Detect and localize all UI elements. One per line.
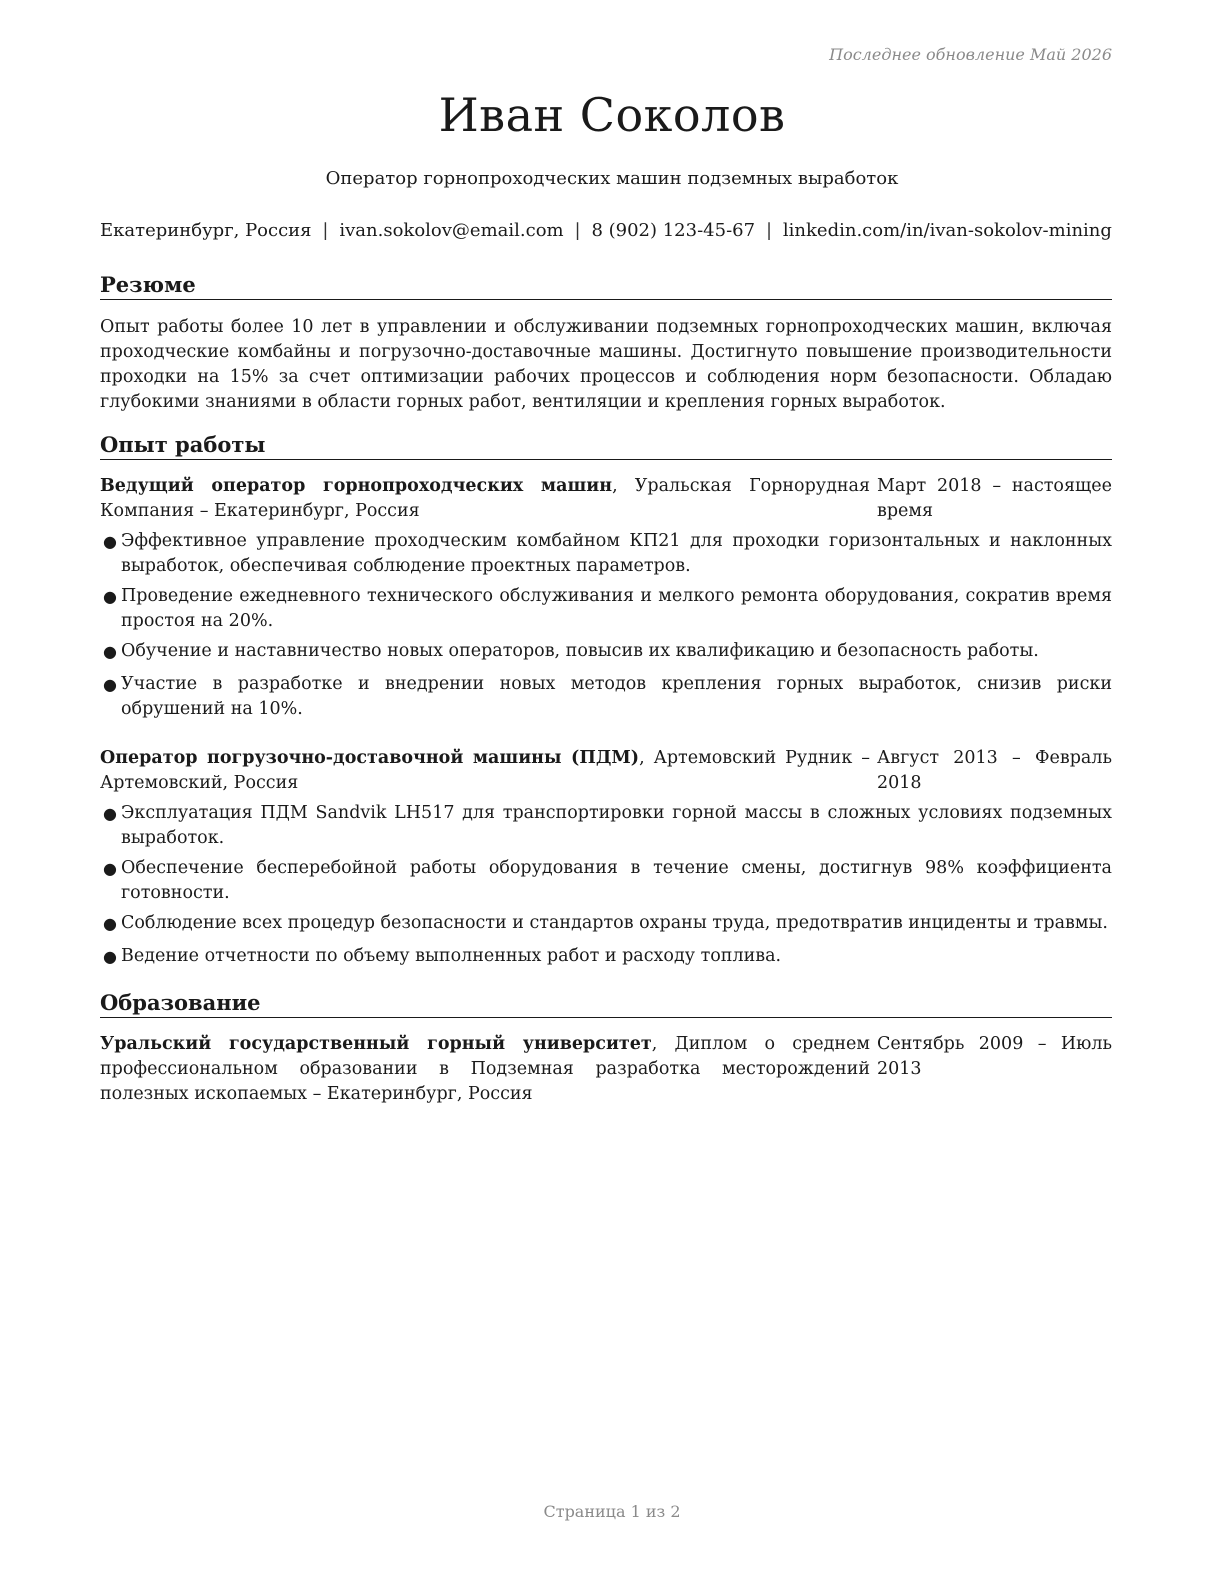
list-item: [100, 801, 1112, 851]
bullet-icon: ●: [103, 914, 117, 933]
bullet-icon: ●: [103, 675, 117, 694]
education-dates: Сентябрь 2009 – Июль 2013: [877, 1034, 1112, 1079]
bullet-icon: ●: [103, 859, 117, 878]
section-heading-education: Образование: [100, 989, 1112, 1018]
linkedin-link[interactable]: linkedin.com/in/ivan-sokolov-mining: [782, 220, 1112, 241]
separator: |: [765, 220, 773, 241]
job-dates: Март 2018 – настоящее время: [877, 476, 1112, 521]
section-heading-summary: Резюме: [100, 271, 1112, 300]
job-header: [100, 474, 1112, 524]
education-info: [100, 1032, 870, 1107]
list-item: [100, 856, 1112, 906]
bullet-icon: ●: [103, 642, 117, 661]
job-company: , Уральская Горнорудная Компания – Екатеринбург, Россия: [100, 476, 871, 521]
phone: 8 (902) 123-45-67: [591, 220, 756, 241]
bullet-text: Ведение отчетности по объему выполненных работ и расходу топлива.: [121, 946, 782, 966]
job-info: [100, 746, 870, 796]
bullet-icon: ●: [103, 587, 117, 606]
job-header: [100, 746, 1112, 796]
section-heading-experience: Опыт работы: [100, 431, 1112, 460]
list-item: [100, 529, 1112, 579]
list-item: [100, 911, 1112, 936]
bullet-icon: ●: [103, 804, 117, 823]
job-bullets: [100, 529, 1112, 727]
separator: |: [574, 220, 581, 241]
job-role: Оператор погрузочно-доставочной машины (ПДМ): [100, 748, 640, 768]
location: Екатеринбург, Россия: [100, 220, 312, 241]
page-number: Страница 1 из 2: [543, 1502, 681, 1521]
job-dates: Август 2013 – Февраль 2018: [877, 748, 1112, 793]
job-title: Оператор горнопроходческих машин подземных выработок: [325, 168, 899, 189]
email-link[interactable]: ivan.sokolov@email.com: [339, 220, 564, 241]
bullet-icon: ●: [103, 947, 117, 966]
list-item: [100, 944, 1112, 969]
bullet-text: Участие в разработке и внедрении новых методов крепления горных выработок, снизив риски обрушений на 10%.: [121, 674, 1112, 719]
separator: |: [322, 220, 329, 241]
bullet-text: Обеспечение бесперебойной работы оборудования в течение смены, достигнув 98% коэффициента готовности.: [121, 858, 1112, 903]
school-name: Уральский государственный горный университет: [100, 1034, 652, 1054]
summary-text: Опыт работы более 10 лет в управлении и обслуживании подземных горнопроходческих машин, включая проходческие комбайны и погрузочно-доставочные машины. Достигнуто повышение производительности проходки на 15% за счет оптимизации рабочих процессов и соблюдения норм безопасности. Обладаю глубокими знаниями в области горных работ, вентиляции и крепления горных выработок.: [100, 317, 1112, 412]
bullet-text: Проведение ежедневного технического обслуживания и мелкого ремонта оборудования, сократив время простоя на 20%.: [121, 586, 1112, 631]
candidate-name: Иван Соколов: [438, 88, 786, 142]
bullet-text: Эффективное управление проходческим комбайном КП21 для проходки горизонтальных и наклонных выработок, обеспечивая соблюдение проектных параметров.: [121, 531, 1112, 576]
job-role: Ведущий оператор горнопроходческих машин: [100, 476, 613, 496]
job-company: , Артемовский Рудник – Артемовский, Россия: [100, 748, 870, 793]
contact-line: [100, 220, 1112, 241]
list-item: [100, 672, 1112, 722]
job-info: [100, 474, 870, 524]
list-item: [100, 584, 1112, 634]
last-updated: Последнее обновление Май 2026: [829, 45, 1112, 64]
bullet-icon: ●: [103, 532, 117, 551]
degree: , Диплом о среднем профессиональном образовании в Подземная разработка месторождений полезных ископаемых – Екатеринбург, Россия: [100, 1034, 870, 1104]
job-bullets: [100, 801, 1112, 974]
list-item: [100, 639, 1112, 664]
bullet-text: Эксплуатация ПДМ Sandvik LH517 для транспортировки горной массы в сложных условиях подземных выработок.: [121, 803, 1112, 848]
bullet-text: Обучение и наставничество новых операторов, повысив их квалификацию и безопасность работы.: [121, 641, 1039, 661]
bullet-text: Соблюдение всех процедур безопасности и стандартов охраны труда, предотвратив инциденты и травмы.: [121, 913, 1108, 933]
education-entry: [100, 1032, 1112, 1107]
